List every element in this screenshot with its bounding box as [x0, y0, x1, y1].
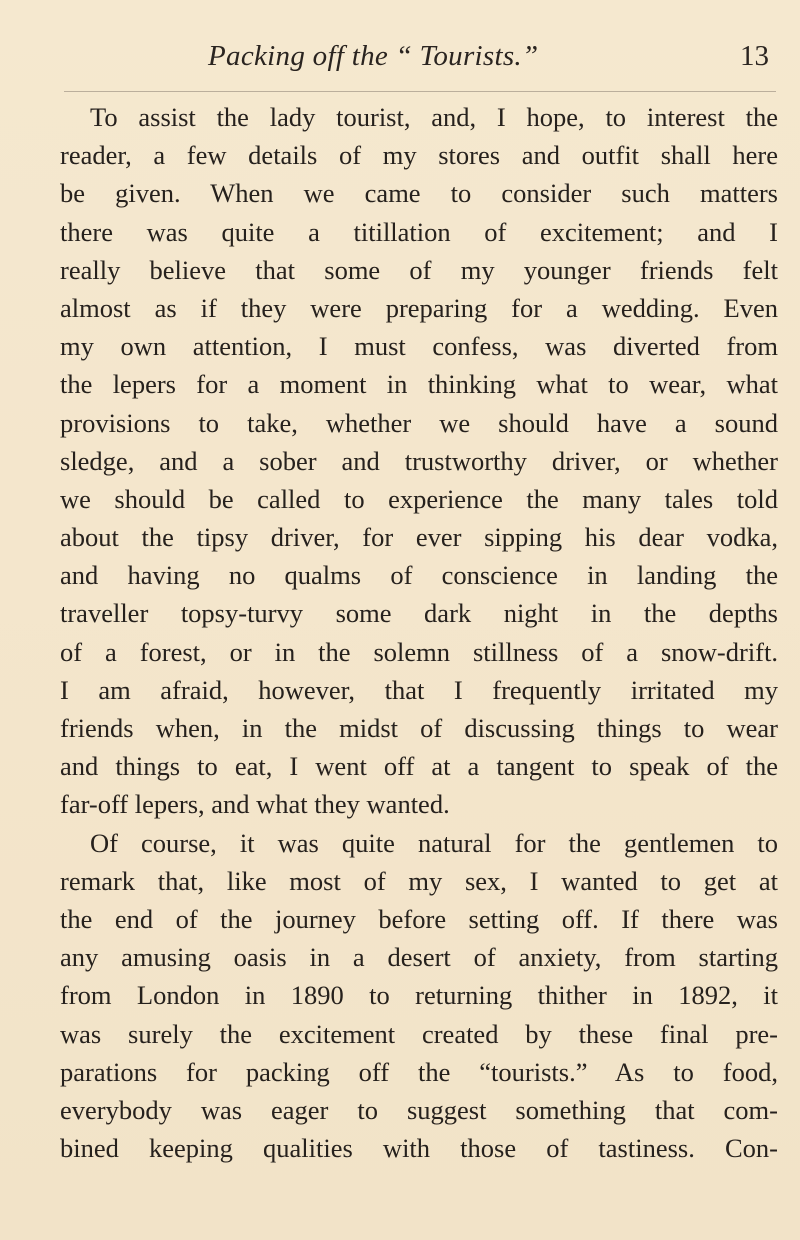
running-head [60, 40, 775, 88]
text-line: be given. When we came to consider such matters [60, 178, 778, 209]
text-line: remark that, like most of my sex, I wanted to get at [60, 865, 778, 896]
text-line: and things to eat, I went off at a tangent to speak of the [60, 751, 778, 782]
text-line: was surely the excitement created by these final pre- [60, 1018, 778, 1049]
text-line: really believe that some of my younger friends felt [60, 254, 778, 285]
running-title: Packing off the “ Tourists.” [208, 40, 539, 72]
text-line: the lepers for a moment in thinking what to wear, what [60, 369, 778, 400]
text-line: we should be called to experience the many tales told [60, 483, 778, 514]
text-line: provisions to take, whether we should have a sound [60, 407, 778, 438]
text-line: from London in 1890 to returning thither in 1892, it [60, 980, 778, 1011]
header-rule [64, 91, 776, 92]
text-line: To assist the lady tourist, and, I hope, to interest the [90, 102, 778, 132]
body-text [60, 98, 778, 1167]
text-line: almost as if they were preparing for a wedding. Even [60, 292, 778, 323]
text-line: everybody was eager to suggest something that com- [60, 1094, 778, 1125]
text-line: reader, a few details of my stores and outfit shall here [60, 140, 778, 171]
text-line: sledge, and a sober and trustworthy driver, or whether [60, 445, 778, 476]
text-line: of a forest, or in the solemn stillness of a snow-drift. [60, 636, 778, 667]
text-line: my own attention, I must confess, was diverted from [60, 331, 778, 362]
text-line: and having no qualms of conscience in landing the [60, 560, 778, 591]
text-line: far-off lepers, and what they wanted. [60, 789, 450, 820]
text-line: Of course, it was quite natural for the gentlemen to [90, 827, 778, 858]
text-line: I am afraid, however, that I frequently irritated my [60, 674, 778, 705]
text-line: about the tipsy driver, for ever sipping his dear vodka, [60, 522, 778, 553]
text-line: the end of the journey before setting off. If there was [60, 903, 778, 934]
text-line: traveller topsy-turvy some dark night in the depths [60, 598, 778, 629]
text-line: friends when, in the midst of discussing things to wear [60, 713, 778, 743]
text-line: parations for packing off the “tourists.” As to food, [60, 1056, 778, 1087]
text-line: any amusing oasis in a desert of anxiety, from starting [60, 942, 778, 973]
text-line: there was quite a titillation of excitement; and I [60, 216, 778, 247]
text-line: bined keeping qualities with those of tastiness. Con- [60, 1133, 778, 1164]
page-number: 13 [740, 40, 769, 72]
